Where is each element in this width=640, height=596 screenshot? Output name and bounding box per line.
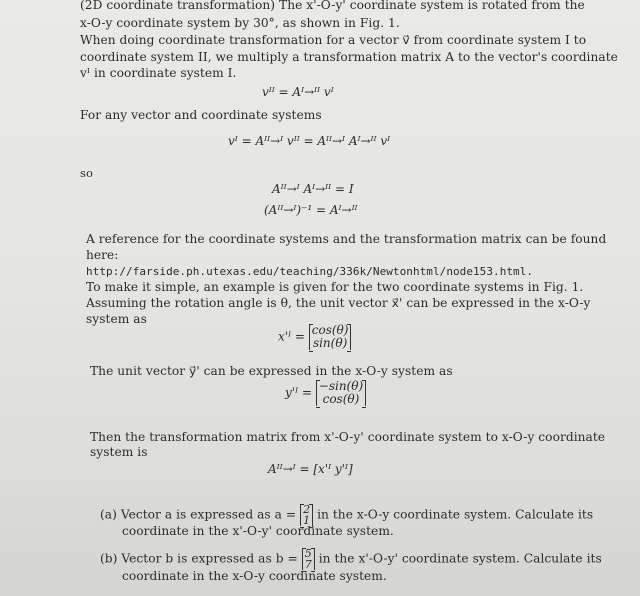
part-a-rest: in the x-O-y coordinate system. Calculate its xyxy=(317,507,594,522)
part-a-top: 2 xyxy=(303,503,311,516)
equation-inverse-chain: vᴵ = Aᴵᴵ→ᴵ vᴵᴵ = Aᴵᴵ→ᴵ Aᴵ→ᴵᴵ vᴵ xyxy=(228,134,391,148)
intro-line-3: When doing coordinate transformation for a vector v⃗ from coordinate system I to xyxy=(80,33,587,47)
part-a xyxy=(100,504,593,526)
part-a-bottom: 1 xyxy=(303,514,311,527)
then-line-2: system is xyxy=(90,445,148,459)
part-b-line-2: coordinate in the x-O-y coordinate system. xyxy=(122,569,387,583)
example-line-2: Assuming the rotation angle is θ, the unit vector x⃗' can be expressed in the x-O-y xyxy=(86,296,591,310)
intro-line-4: coordinate system II, we multiply a transformation matrix A to the vector's coordinate xyxy=(80,50,618,64)
intro-line-1: (2D coordinate transformation) The x'-O-y' coordinate system is rotated from the xyxy=(80,0,585,12)
equation-transform: vᴵᴵ = Aᴵ→ᴵᴵ vᴵ xyxy=(262,85,334,99)
part-b xyxy=(100,548,602,570)
yprime-lhs: y'ᴵ = xyxy=(285,385,312,400)
example-line-1: To make it simple, an example is given for the two coordinate systems in Fig. 1. xyxy=(86,280,584,294)
part-b-start: (b) Vector b is expressed as b = xyxy=(100,551,298,566)
then-line-1: Then the transformation matrix from x'-O-y' coordinate system to x-O-y coordinate xyxy=(90,430,606,444)
equation-inverse: (Aᴵᴵ→ᴵ)⁻¹ = Aᴵ→ᴵᴵ xyxy=(264,203,358,217)
reference-line-2: here: xyxy=(86,248,119,262)
reference-url[interactable]: http://farside.ph.utexas.edu/teaching/336k/Newtonhtml/node153.html. xyxy=(86,265,534,278)
part-a-start: (a) Vector a is expressed as a = xyxy=(100,507,297,522)
intro-line-2: x-O-y coordinate system by 30°, as shown in Fig. 1. xyxy=(80,16,400,30)
reference-line-1: A reference for the coordinate systems and the transformation matrix can be found xyxy=(86,232,607,246)
yprime-text: The unit vector y⃗' can be expressed in the x-O-y system as xyxy=(90,364,453,378)
part-a-matrix xyxy=(300,504,313,526)
yprime-vector-equation xyxy=(285,380,366,406)
part-b-rest: in the x'-O-y' coordinate system. Calculate its xyxy=(318,551,602,566)
xprime-bottom: sin(θ) xyxy=(312,336,348,350)
for-any-text: For any vector and coordinate systems xyxy=(80,108,322,122)
xprime-vector-equation xyxy=(278,324,351,350)
so-text: so xyxy=(80,166,93,180)
yprime-bottom: cos(θ) xyxy=(322,392,360,406)
equation-identity: Aᴵᴵ→ᴵ Aᴵ→ᴵᴵ = I xyxy=(272,182,354,196)
part-b-matrix xyxy=(302,548,315,570)
example-line-3: system as xyxy=(86,312,147,326)
yprime-top: −sin(θ) xyxy=(318,379,364,393)
xprime-matrix xyxy=(309,324,352,350)
xprime-lhs: x'ᴵ = xyxy=(278,329,305,344)
xprime-top: cos(θ) xyxy=(311,323,349,337)
part-b-top: 5 xyxy=(304,547,312,560)
part-b-bottom: 7 xyxy=(304,558,312,571)
intro-line-5: vᴵ in coordinate system I. xyxy=(80,66,237,80)
yprime-matrix xyxy=(316,380,366,406)
part-a-line-2: coordinate in the x'-O-y' coordinate system. xyxy=(122,524,394,538)
transformation-matrix-equation: Aᴵᴵ→ᴵ = [x'ᴵ y'ᴵ] xyxy=(268,462,353,476)
